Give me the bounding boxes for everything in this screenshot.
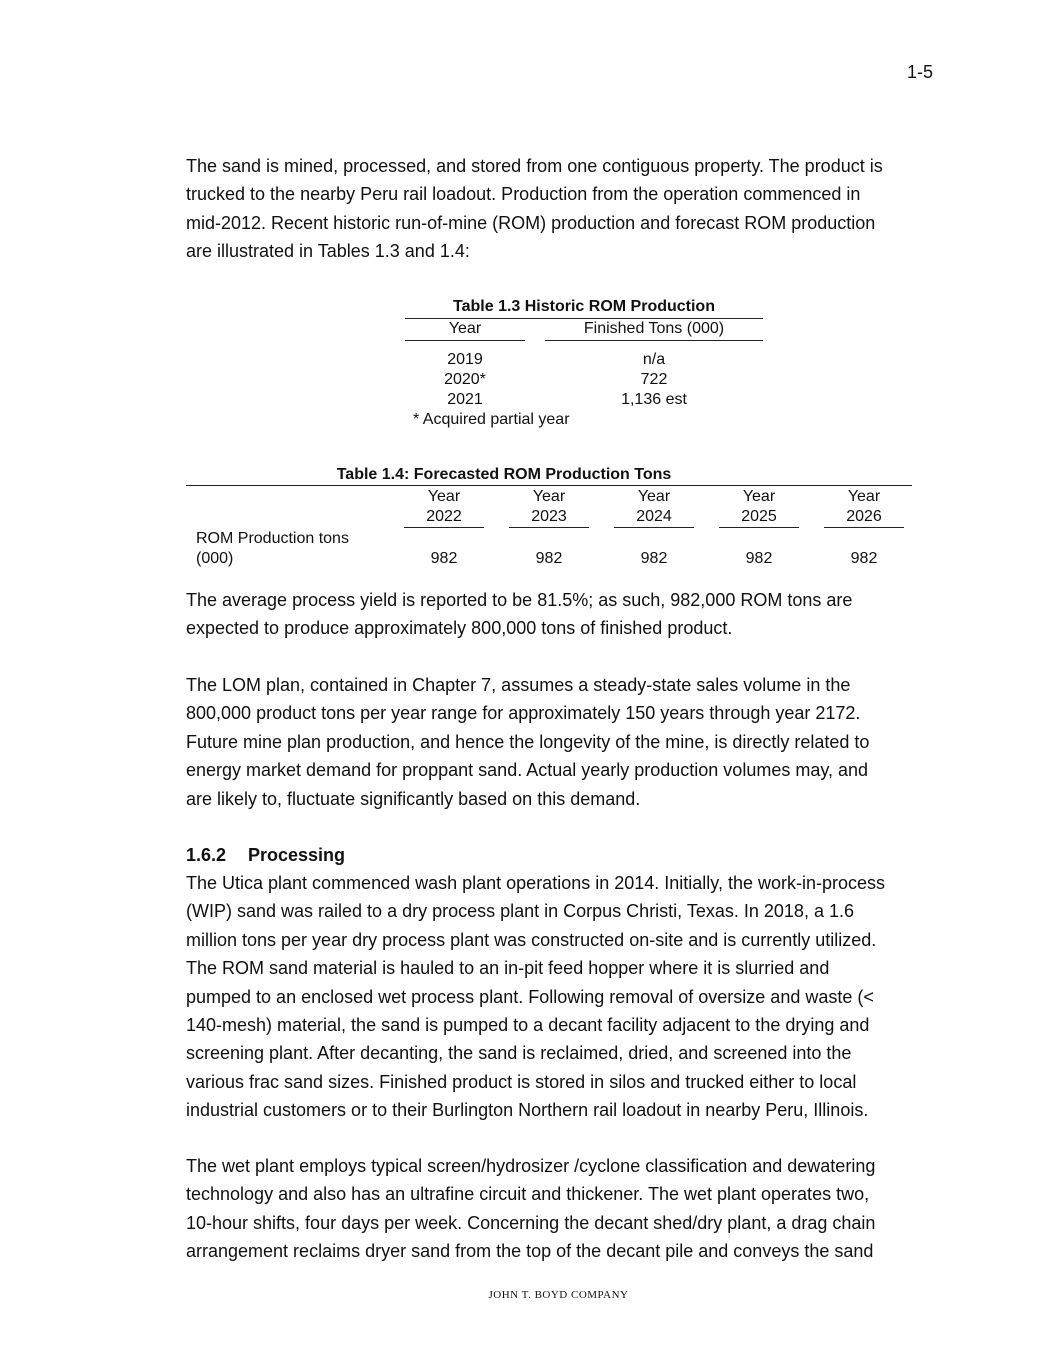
text-line: The ROM sand material is hauled to an in-pit feed hopper where it is slurried and — [186, 958, 830, 979]
text-line: The Utica plant commenced wash plant operations in 2014. Initially, the work-in-process — [186, 873, 886, 893]
section-heading — [186, 841, 345, 869]
footer-company: JOHN T. BOYD COMPANY — [488, 1289, 629, 1301]
text-line: pumped to an enclosed wet process plant. Following removal of oversize and waste (< — [186, 986, 874, 1007]
text-line: The average process yield is reported to be 81.5%; as such, 982,000 ROM tons are — [186, 590, 853, 610]
text-line: 10-hour shifts, four days per week. Concerning the decant shed/dry plant, a drag chain — [186, 1212, 876, 1233]
text-line: arrangement reclaims dryer sand from the top of the decant pile and conveys the sand — [186, 1241, 874, 1262]
table-1-3-header — [405, 319, 763, 341]
text-line: (WIP) sand was railed to a dry process plant in Corpus Christi, Texas. In 2018, a 1.6 — [186, 901, 854, 922]
text-line: trucked to the nearby Peru rail loadout. Production from the operation commenced in — [186, 184, 861, 205]
page-number: 1-5 — [906, 62, 933, 82]
section-number: 1.6.2 — [186, 845, 227, 865]
text-line: energy market demand for proppant sand. Actual yearly production volumes may, and — [186, 760, 869, 781]
text-line: industrial customers or to their Burlington Northern rail loadout in nearby Peru, Illinois. — [186, 1100, 869, 1121]
table-row — [186, 529, 912, 569]
cell-value: 982 — [745, 550, 773, 567]
text-line: 140-mesh) material, the sand is pumped to a decant facility adjacent to the drying and — [186, 1015, 870, 1036]
table-1-3-title: Table 1.3 Historic ROM Production — [453, 298, 715, 315]
lom-paragraph — [186, 671, 931, 813]
header-col: Year 2024 — [614, 487, 694, 528]
cell-year: 2019 — [447, 351, 483, 368]
cell-year: 2020* — [444, 371, 486, 388]
table-1-4-title: Table 1.4: Forecasted ROM Production Tons — [336, 466, 672, 483]
text-line: Future mine plan production, and hence the longevity of the mine, is directly related to — [186, 731, 870, 752]
text-line: million tons per year dry process plant was constructed on-site and is currently utilized. — [186, 929, 877, 950]
text-line: are likely to, fluctuate significantly based on this demand. — [186, 788, 641, 809]
text-line: The LOM plan, contained in Chapter 7, assumes a steady-state sales volume in the — [186, 675, 851, 695]
header-col: Year 2023 — [509, 487, 589, 528]
header-col: Year 2026 — [824, 487, 904, 528]
table-row — [405, 390, 763, 410]
cell-year: 2021 — [447, 391, 483, 408]
cell-value: 982 — [850, 550, 878, 567]
section-title: Processing — [248, 845, 346, 865]
cell-value: 982 — [430, 550, 458, 567]
cell-value: 982 — [535, 550, 563, 567]
wet-plant-paragraph — [186, 1152, 931, 1266]
cell-tons: 722 — [640, 371, 668, 388]
table-row — [405, 350, 763, 370]
cell-tons: n/a — [642, 351, 666, 368]
text-line: 800,000 product tons per year range for approximately 150 years through year 2172. — [186, 703, 861, 724]
cell-value: 982 — [640, 550, 668, 567]
text-line: technology and also has an ultrafine circuit and thickener. The wet plant operates two, — [186, 1184, 870, 1205]
header-finished-tons: Finished Tons (000) — [545, 319, 763, 341]
table-1-4 — [186, 465, 912, 569]
table-1-3 — [405, 296, 763, 430]
header-year: Year — [405, 319, 525, 341]
text-line: screening plant. After decanting, the sand is reclaimed, dried, and screened into the — [186, 1043, 852, 1064]
cell-tons: 1,136 est — [621, 391, 687, 408]
text-line: expected to produce approximately 800,000 tons of finished product. — [186, 618, 733, 639]
text-line: various frac sand sizes. Finished product is stored in silos and trucked either to local — [186, 1071, 857, 1092]
text-line: The wet plant employs typical screen/hydrosizer /cyclone classification and dewatering — [186, 1156, 876, 1176]
text-line: The sand is mined, processed, and stored from one contiguous property. The product is — [186, 156, 883, 176]
header-col: Year 2022 — [404, 487, 484, 528]
table-rule — [186, 485, 912, 486]
table-1-3-note: * Acquired partial year — [413, 411, 570, 428]
header-col: Year 2025 — [719, 487, 799, 528]
table-row — [405, 370, 763, 390]
intro-paragraph — [186, 152, 931, 266]
text-line: are illustrated in Tables 1.3 and 1.4: — [186, 241, 470, 262]
processing-paragraph — [186, 869, 931, 1125]
row-label: ROM Production tons (000) — [196, 530, 349, 567]
text-line: mid-2012. Recent historic run-of-mine (ROM) production and forecast ROM production — [186, 212, 876, 233]
table-1-4-header — [186, 487, 912, 528]
yield-paragraph — [186, 586, 931, 643]
